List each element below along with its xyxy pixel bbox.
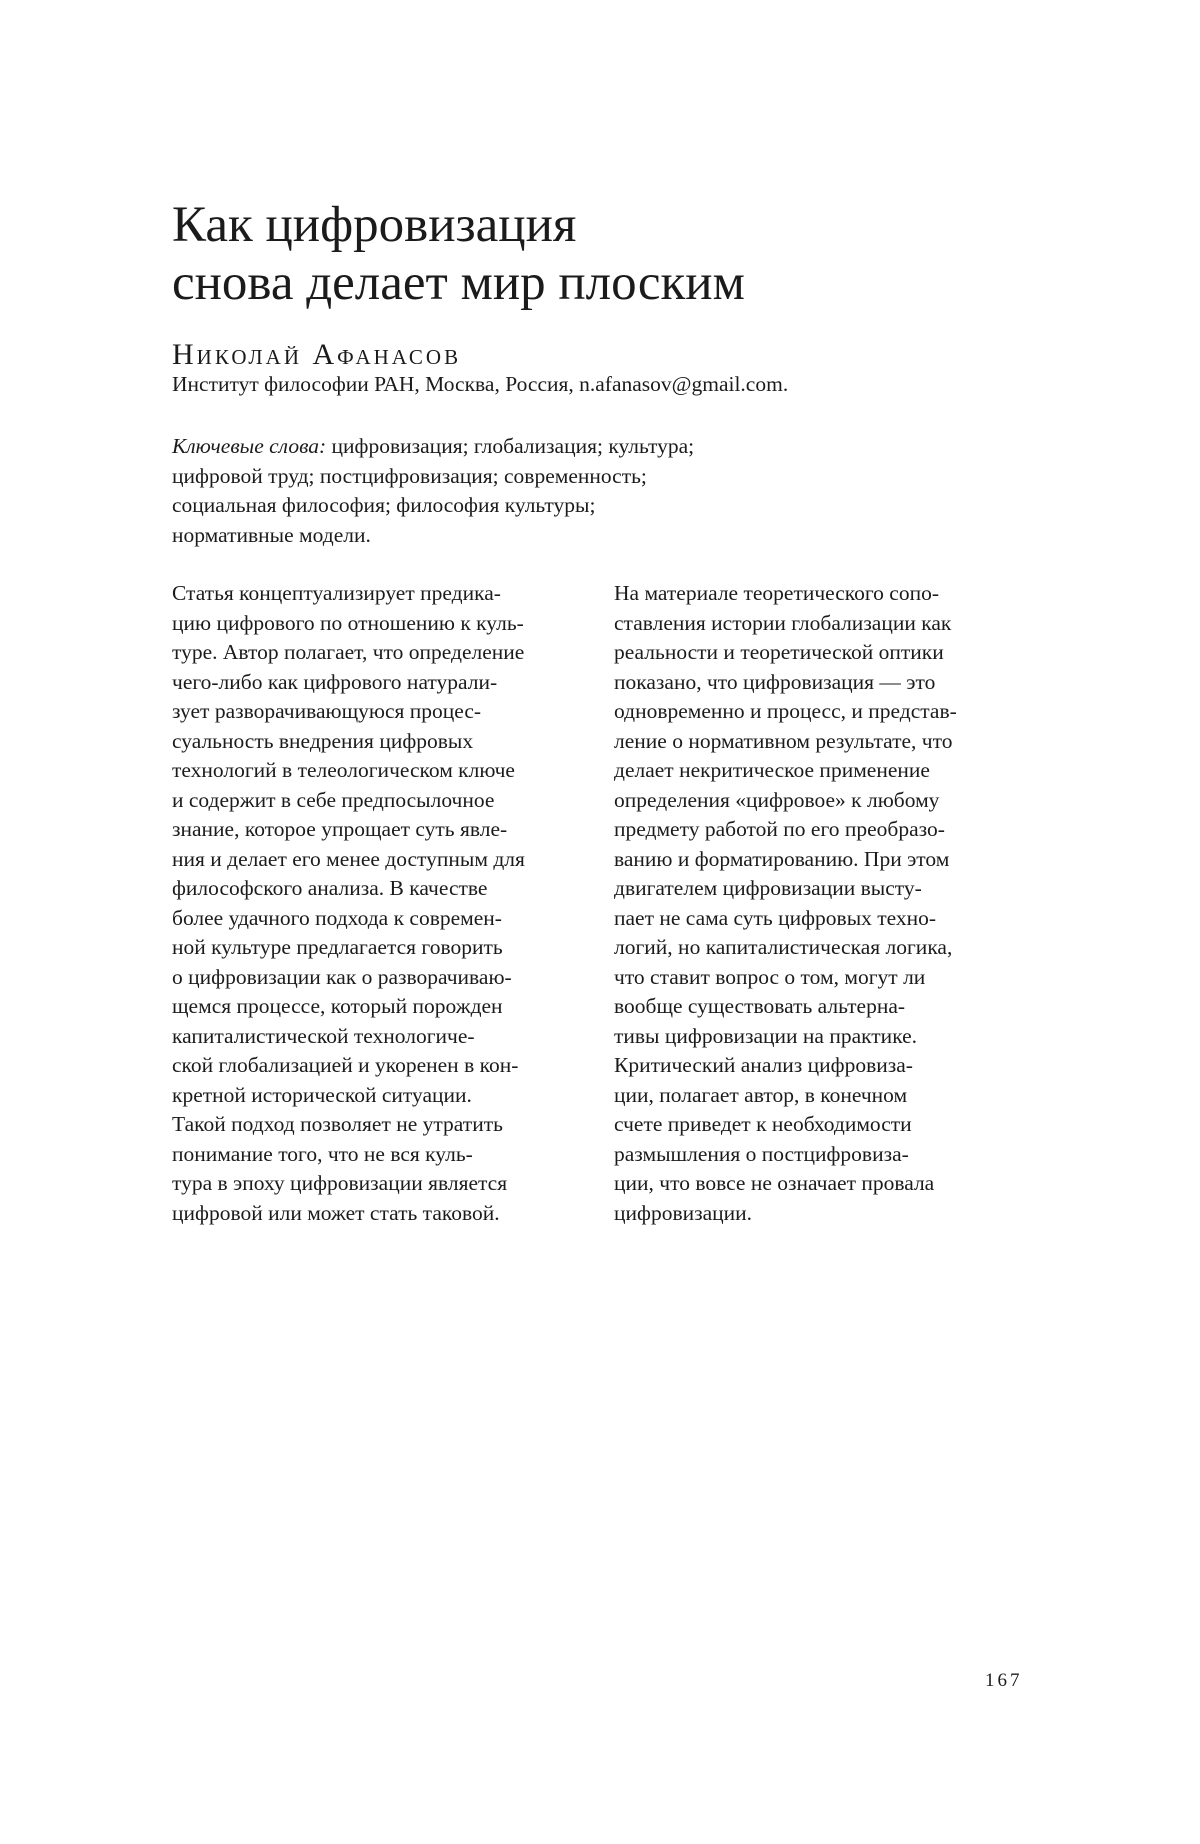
abstract-line: щемся процессе, который порожден	[172, 994, 503, 1018]
abstract-line: ской глобализацией и укоренен в кон-	[172, 1053, 519, 1077]
keywords-line: цифровой труд; постцифровизация; современность;	[172, 463, 647, 488]
abstract-line: суальность внедрения цифровых	[172, 728, 474, 753]
abstract-line: понимание того, что не вся куль-	[172, 1141, 473, 1166]
abstract-line: ния и делает его менее доступным для	[172, 846, 525, 871]
abstract-line: тура в эпоху цифровизации является	[172, 1171, 508, 1195]
abstract-line: одновременно и процесс, и представ-	[614, 699, 957, 723]
author-affiliation: Институт философии РАН, Москва, Россия, n.afanasov@gmail.com.	[172, 372, 789, 396]
abstract-line: двигателем цифровизации высту-	[614, 876, 922, 900]
abstract-line: определения «цифровое» к любому	[614, 787, 940, 812]
abstract-column-right	[614, 579, 1044, 1228]
keywords-line: социальная философия; философия культуры;	[172, 493, 596, 517]
abstract-line: пает не сама суть цифровых техно-	[614, 905, 937, 930]
abstract-line: более удачного подхода к современ-	[172, 905, 502, 930]
abstract-column-left	[172, 579, 602, 1228]
abstract-line: ление о нормативном результате, что	[614, 728, 953, 753]
abstract-line: и содержит в себе предпосылочное	[172, 787, 495, 812]
abstract-line: логий, но капиталистическая логика,	[614, 935, 953, 959]
abstract-line: что ставит вопрос о том, могут ли	[614, 964, 926, 989]
abstract-line: туре. Автор полагает, что определение	[172, 640, 525, 664]
abstract-line: технологий в телеологическом ключе	[172, 758, 515, 782]
abstract-line: делает некритическое применение	[614, 758, 930, 782]
abstract-line: вообще существовать альтерна-	[614, 994, 906, 1018]
keywords-line: нормативные модели.	[172, 522, 371, 547]
abstract-line: реальности и теоретической оптики	[614, 640, 944, 664]
article-title-line-2: снова делает мир плоским	[172, 255, 745, 311]
abstract-line: предмету работой по его преобразо-	[614, 817, 945, 841]
abstract-line: Критический анализ цифровиза-	[614, 1053, 913, 1077]
abstract-line: знание, которое упрощает суть явле-	[172, 817, 508, 841]
abstract-line: зует разворачивающуюся процес-	[172, 699, 482, 723]
abstract-line: размышления о постцифровиза-	[614, 1141, 909, 1166]
article-title-line-1: Как цифровизация	[172, 197, 577, 253]
author-name: Николай Афанасов	[172, 338, 462, 371]
abstract-line: капиталистической технологиче-	[172, 1023, 475, 1048]
abstract-line: ставления истории глобализации как	[614, 610, 952, 635]
abstract-line: философского анализа. В качестве	[172, 876, 488, 900]
abstract-line: цию цифрового по отношению к куль-	[172, 610, 524, 635]
abstract-line: цифровизации.	[614, 1200, 753, 1225]
abstract-line: показано, что цифровизация — это	[614, 669, 936, 694]
keywords-line	[172, 432, 812, 462]
abstract-line: чего-либо как цифрового натурали-	[172, 669, 498, 694]
page-number: 167	[985, 1670, 1023, 1691]
abstract-line: ной культуре предлагается говорить	[172, 935, 503, 959]
abstract-line: цифровой или может стать таковой.	[172, 1200, 500, 1225]
abstract-line: счете приведет к необходимости	[614, 1112, 912, 1136]
abstract-line: тивы цифровизации на практике.	[614, 1023, 918, 1048]
keywords-label: Ключевые слова:	[172, 434, 327, 458]
abstract-line: Такой подход позволяет не утратить	[172, 1112, 503, 1136]
abstract-line: ции, полагает автор, в конечном	[614, 1082, 908, 1107]
abstract-line: кретной исторической ситуации.	[172, 1082, 472, 1107]
abstract-line: ции, что вовсе не означает провала	[614, 1171, 935, 1195]
abstract-line: ванию и форматированию. При этом	[614, 846, 950, 871]
keywords-text: цифровизация; глобализация; культура;	[326, 434, 695, 458]
abstract-line: На материале теоретического сопо-	[614, 581, 939, 605]
article-title	[172, 196, 1072, 312]
keywords-block	[172, 432, 812, 550]
abstract-line: о цифровизации как о разворачиваю-	[172, 964, 512, 989]
abstract-line: Статья концептуализирует предика-	[172, 581, 501, 605]
